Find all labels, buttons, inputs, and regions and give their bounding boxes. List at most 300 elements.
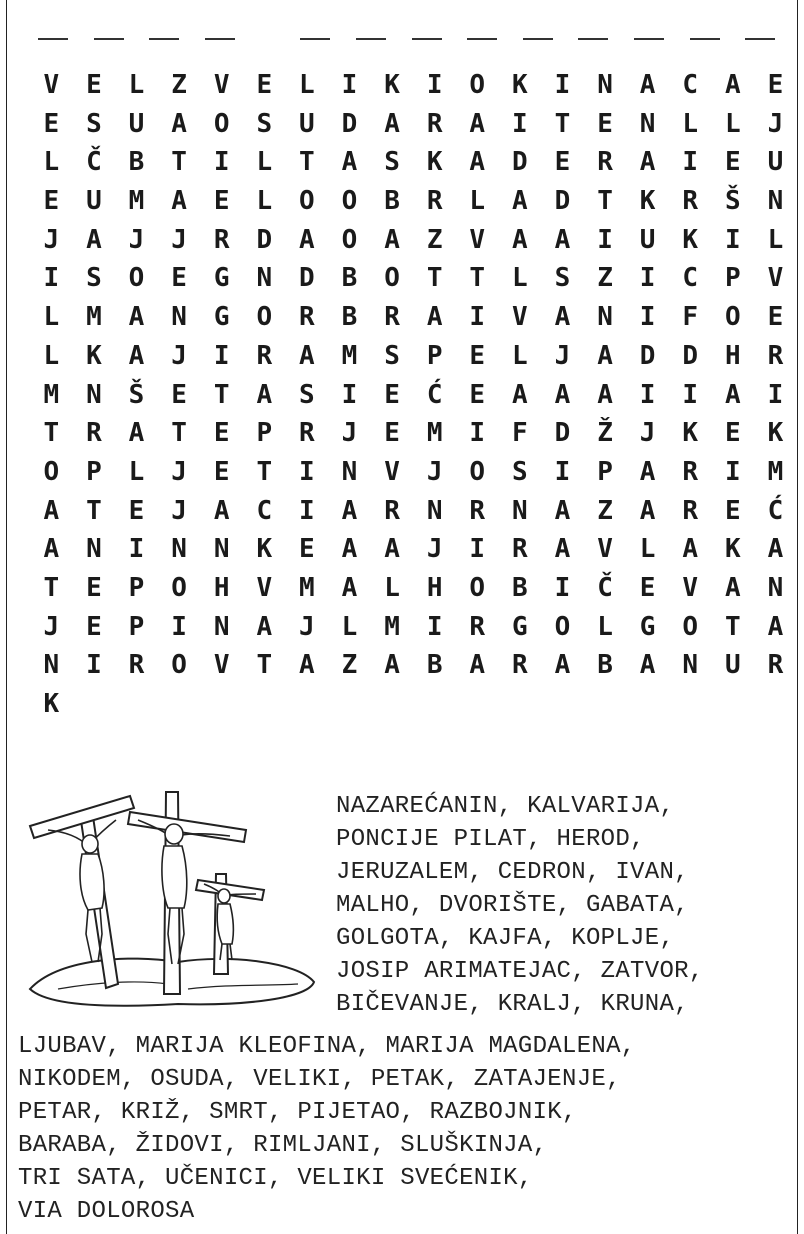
grid-letter: P	[128, 572, 145, 603]
grid-letter: I	[341, 70, 358, 100]
grid-letter: E	[469, 340, 486, 371]
grid-letter: M	[426, 418, 443, 449]
grid-letter: N	[767, 186, 784, 217]
grid-letter: O	[128, 263, 145, 294]
grid-letter: Č	[597, 572, 613, 603]
grid-letter: V	[512, 302, 528, 333]
grid-letter: L	[767, 224, 784, 255]
grid-letter: L	[256, 147, 273, 178]
word-list-right	[336, 790, 796, 1021]
grid-letter: N	[597, 302, 613, 333]
grid-letter: N	[639, 108, 656, 139]
grid-letter: E	[128, 495, 145, 526]
grid-letter: E	[767, 70, 784, 100]
grid-letter: I	[341, 379, 358, 410]
grid-letter: S	[512, 456, 528, 487]
grid-letter: U	[724, 650, 741, 681]
grid-letter: I	[597, 224, 613, 255]
grid-letter: P	[724, 263, 741, 294]
grid-letter: A	[639, 650, 656, 681]
grid-letter: Č	[86, 147, 102, 178]
grid-letter: R	[256, 340, 273, 371]
grid-letter: R	[469, 495, 486, 526]
grid-letter: A	[639, 495, 656, 526]
grid-letter: R	[426, 108, 443, 139]
grid-letter: I	[554, 572, 571, 603]
grid-letter: N	[682, 650, 699, 681]
grid-letter: V	[469, 224, 486, 255]
grid-letter: P	[426, 340, 443, 371]
grid-letter: O	[213, 108, 230, 139]
grid-letter: M	[341, 340, 358, 371]
grid-letter: E	[213, 456, 230, 487]
word-list-line: GOLGOTA, KAJFA, KOPLJE,	[336, 925, 675, 952]
grid-letter: O	[469, 70, 486, 100]
grid-letter: E	[597, 108, 613, 139]
grid-letter: J	[299, 611, 315, 642]
grid-letter: Z	[597, 263, 613, 294]
grid-letter: N	[86, 379, 102, 410]
grid-letter: L	[43, 147, 60, 178]
grid-letter: A	[341, 534, 358, 565]
grid-letter: L	[512, 263, 528, 294]
grid-letter: Z	[426, 224, 443, 255]
grid-letter: A	[512, 186, 528, 217]
word-list-line: NIKODEM, OSUDA, VELIKI, PETAK, ZATAJENJE,	[18, 1066, 621, 1093]
grid-letter: K	[639, 186, 656, 217]
grid-letter: I	[469, 534, 486, 565]
grid-letter: I	[213, 147, 230, 178]
answer-blank	[467, 38, 497, 40]
grid-letter: B	[341, 302, 358, 333]
crucifixion-illustration	[18, 784, 318, 1014]
grid-letter: K	[86, 340, 102, 371]
grid-letter: V	[43, 70, 60, 100]
grid-letter: C	[682, 263, 699, 294]
grid-letter: S	[384, 147, 400, 178]
grid-letter: A	[682, 534, 699, 565]
grid-letter: R	[682, 186, 699, 217]
grid-letter: T	[171, 418, 187, 449]
grid-letter: I	[724, 224, 741, 255]
grid-letter: S	[554, 263, 571, 294]
grid-letter: I	[767, 379, 784, 410]
grid-letter: J	[341, 418, 358, 449]
grid-letter: G	[512, 611, 528, 642]
grid-letter: T	[213, 379, 230, 410]
grid-letter: A	[43, 495, 60, 526]
grid-letter: T	[299, 147, 315, 178]
grid-letter: S	[299, 379, 315, 410]
grid-letter: I	[128, 534, 145, 565]
grid-letter: I	[469, 418, 486, 449]
grid-letter: E	[256, 70, 273, 100]
grid-letter: R	[86, 418, 102, 449]
grid-letter: O	[469, 456, 486, 487]
answer-blank	[149, 38, 179, 40]
grid-letter: B	[426, 650, 443, 681]
grid-letter: M	[767, 456, 784, 487]
grid-letter: D	[512, 147, 528, 178]
grid-letter: I	[171, 611, 187, 642]
grid-letter: A	[554, 495, 571, 526]
grid-letter: T	[43, 418, 60, 449]
grid-letter: I	[299, 456, 315, 487]
grid-letter: L	[128, 456, 145, 487]
grid-letter: J	[171, 340, 187, 371]
grid-letter: A	[469, 108, 486, 139]
word-list-line: PETAR, KRIŽ, SMRT, PIJETAO, RAZBOJNIK,	[18, 1099, 577, 1126]
grid-letter: I	[426, 611, 443, 642]
answer-blank	[634, 38, 664, 40]
grid-letter: V	[384, 456, 400, 487]
grid-letter: P	[597, 456, 613, 487]
grid-letter: K	[512, 70, 528, 100]
grid-letter: A	[256, 379, 273, 410]
grid-letter: A	[554, 534, 571, 565]
grid-letter: B	[384, 186, 400, 217]
grid-letter: D	[341, 108, 358, 139]
grid-letter: J	[171, 456, 187, 487]
grid-letter: A	[724, 572, 741, 603]
grid-letter: F	[512, 418, 528, 449]
word-list-line: VIA DOLOROSA	[18, 1198, 195, 1225]
grid-letter: Ć	[767, 495, 784, 526]
grid-letter: U	[639, 224, 656, 255]
grid-letter: L	[512, 340, 528, 371]
grid-letter: A	[767, 534, 784, 565]
grid-letter: R	[299, 302, 315, 333]
answer-blank	[356, 38, 386, 40]
grid-letter: L	[384, 572, 400, 603]
grid-letter: D	[299, 263, 315, 294]
grid-letter: A	[469, 650, 486, 681]
grid-letter: M	[384, 611, 400, 642]
grid-letter: I	[43, 263, 60, 294]
grid-letter: I	[512, 108, 528, 139]
grid-letter: C	[256, 495, 273, 526]
grid-letter: I	[639, 263, 656, 294]
grid-letter: L	[639, 534, 656, 565]
grid-letter: J	[554, 340, 571, 371]
answer-blank	[745, 38, 775, 40]
grid-letter: N	[171, 534, 187, 565]
grid-letter: R	[682, 456, 699, 487]
grid-letter: J	[767, 108, 784, 139]
grid-letter: A	[171, 186, 187, 217]
grid-letter: O	[724, 302, 741, 333]
answer-blank	[523, 38, 553, 40]
grid-letter: L	[299, 70, 315, 100]
grid-letter: J	[43, 611, 60, 642]
grid-letter: L	[682, 108, 699, 139]
grid-letter: Š	[128, 379, 145, 410]
grid-letter: R	[469, 611, 486, 642]
grid-letter: N	[213, 534, 230, 565]
page-border-left	[6, 0, 7, 1234]
grid-letter: I	[299, 495, 315, 526]
grid-letter: A	[213, 495, 230, 526]
grid-letter: U	[86, 186, 102, 217]
grid-letter: P	[86, 456, 102, 487]
word-list-line: JOSIP ARIMATEJAC, ZATVOR,	[336, 958, 704, 985]
grid-letter: L	[724, 108, 741, 139]
grid-letter: S	[256, 108, 273, 139]
grid-letter: R	[426, 186, 443, 217]
grid-letter: I	[639, 302, 656, 333]
grid-letter: A	[384, 650, 400, 681]
grid-letter: D	[682, 340, 699, 371]
grid-letter: E	[86, 572, 102, 603]
grid-letter: R	[299, 418, 315, 449]
grid-letter: S	[384, 340, 400, 371]
grid-letter: Z	[341, 650, 358, 681]
grid-letter: N	[426, 495, 443, 526]
grid-letter: S	[86, 263, 102, 294]
grid-letter: N	[767, 572, 784, 603]
grid-letter: I	[86, 650, 102, 681]
grid-letter: K	[767, 418, 784, 449]
grid-letter: E	[554, 147, 571, 178]
grid-letter: O	[341, 224, 358, 255]
grid-letter: H	[426, 572, 443, 603]
grid-letter: R	[128, 650, 145, 681]
grid-letter: I	[639, 379, 656, 410]
grid-letter: J	[171, 224, 187, 255]
grid-letter: A	[128, 418, 145, 449]
grid-letter: E	[724, 147, 741, 178]
grid-letter: I	[554, 70, 571, 100]
word-list-line: LJUBAV, MARIJA KLEOFINA, MARIJA MAGDALENA,	[18, 1033, 636, 1060]
grid-letter: O	[341, 186, 358, 217]
grid-letter: J	[43, 224, 60, 255]
grid-letter: E	[171, 379, 187, 410]
grid-letter: A	[426, 302, 443, 333]
grid-letter: R	[512, 534, 528, 565]
grid-letter: T	[426, 263, 443, 294]
grid-letter: K	[384, 70, 400, 100]
grid-letter: E	[171, 263, 187, 294]
grid-letter: C	[682, 70, 699, 100]
grid-letter: G	[639, 611, 656, 642]
grid-letter: E	[43, 108, 60, 139]
grid-letter: A	[384, 534, 400, 565]
grid-letter: A	[724, 70, 741, 100]
grid-letter: I	[426, 70, 443, 100]
grid-letter: E	[724, 495, 741, 526]
grid-letter: E	[767, 302, 784, 333]
grid-letter: E	[384, 418, 400, 449]
grid-letter: K	[426, 147, 443, 178]
answer-blanks	[0, 18, 804, 48]
grid-letter: N	[213, 611, 230, 642]
word-list-line: JERUZALEM, CEDRON, IVAN,	[336, 859, 689, 886]
grid-letter: S	[86, 108, 102, 139]
grid-letter: A	[512, 224, 528, 255]
grid-letter: R	[767, 650, 784, 681]
grid-letter: T	[724, 611, 741, 642]
grid-letter: E	[299, 534, 315, 565]
grid-letter: L	[341, 611, 358, 642]
grid-letter: P	[128, 611, 145, 642]
grid-letter: B	[128, 147, 145, 178]
grid-letter: M	[86, 302, 102, 333]
grid-letter: O	[554, 611, 571, 642]
grid-letter: J	[426, 456, 443, 487]
grid-letter: A	[299, 340, 315, 371]
grid-letter: K	[682, 224, 699, 255]
grid-letter: R	[213, 224, 230, 255]
grid-letter: A	[597, 379, 613, 410]
grid-letter: A	[341, 147, 358, 178]
grid-letter: F	[682, 302, 699, 333]
grid-letter: R	[512, 650, 528, 681]
grid-letter: E	[469, 379, 486, 410]
grid-letter: D	[554, 186, 571, 217]
word-list-line: BARABA, ŽIDOVI, RIMLJANI, SLUŠKINJA,	[18, 1132, 548, 1159]
grid-letter: A	[554, 224, 571, 255]
grid-letter: I	[469, 302, 486, 333]
grid-letter: O	[469, 572, 486, 603]
word-list-line: NAZAREĆANIN, KALVARIJA,	[336, 793, 675, 820]
grid-letter: A	[171, 108, 187, 139]
grid-letter: A	[767, 611, 784, 642]
grid-letter: A	[256, 611, 273, 642]
grid-letter: A	[639, 147, 656, 178]
grid-letter: M	[43, 379, 60, 410]
grid-letter: N	[341, 456, 358, 487]
grid-letter: R	[682, 495, 699, 526]
grid-letter: N	[512, 495, 528, 526]
grid-letter: A	[299, 650, 315, 681]
answer-blank	[205, 38, 235, 40]
grid-letter: E	[213, 186, 230, 217]
grid-letter: Z	[171, 70, 187, 100]
grid-letter: D	[256, 224, 273, 255]
grid-letter: A	[341, 495, 358, 526]
grid-letter: E	[639, 572, 656, 603]
word-list-bottom	[18, 1030, 798, 1228]
grid-letter: E	[86, 611, 102, 642]
grid-letter: K	[256, 534, 273, 565]
grid-letter: V	[682, 572, 699, 603]
grid-letter: J	[171, 495, 187, 526]
grid-letter: N	[86, 534, 102, 565]
grid-letter: O	[384, 263, 400, 294]
word-list-line: TRI SATA, UČENICI, VELIKI SVEĆENIK,	[18, 1165, 533, 1192]
grid-letter: L	[43, 340, 60, 371]
grid-letter: O	[682, 611, 699, 642]
grid-letter: N	[597, 70, 613, 100]
grid-letter: T	[171, 147, 187, 178]
grid-letter: A	[554, 302, 571, 333]
grid-letter: T	[256, 650, 273, 681]
grid-letter: M	[299, 572, 315, 603]
grid-letter: E	[724, 418, 741, 449]
grid-letter: H	[213, 572, 230, 603]
grid-letter: A	[128, 302, 145, 333]
grid-letter: Z	[597, 495, 613, 526]
word-list-line: BIČEVANJE, KRALJ, KRUNA,	[336, 991, 689, 1018]
grid-letter: T	[554, 108, 571, 139]
answer-blank	[38, 38, 68, 40]
grid-letter: E	[384, 379, 400, 410]
answer-blank	[690, 38, 720, 40]
grid-letter: L	[128, 70, 145, 100]
grid-letter: J	[639, 418, 656, 449]
grid-letter: D	[554, 418, 571, 449]
grid-letter: V	[213, 70, 230, 100]
grid-letter: A	[512, 379, 528, 410]
grid-letter: P	[256, 418, 273, 449]
grid-letter: I	[554, 456, 571, 487]
grid-letter: J	[426, 534, 443, 565]
grid-letter: T	[469, 263, 486, 294]
answer-blank	[578, 38, 608, 40]
grid-letter: H	[724, 340, 741, 371]
grid-letter: G	[213, 302, 230, 333]
grid-letter: R	[597, 147, 613, 178]
word-search-grid	[30, 66, 797, 724]
grid-letter: N	[43, 650, 60, 681]
grid-letter: O	[43, 456, 60, 487]
grid-letter: A	[341, 572, 358, 603]
grid-letter: A	[86, 224, 102, 255]
grid-letter: Ć	[426, 379, 443, 410]
grid-letter: V	[256, 572, 273, 603]
grid-letter: T	[43, 572, 60, 603]
grid-letter: L	[256, 186, 273, 217]
grid-letter: Ž	[597, 418, 613, 449]
grid-letter: A	[299, 224, 315, 255]
word-list-line: PONCIJE PILAT, HEROD,	[336, 826, 645, 853]
grid-letter: K	[682, 418, 699, 449]
grid-letter: D	[639, 340, 656, 371]
answer-blank	[412, 38, 442, 40]
grid-letter: B	[512, 572, 528, 603]
grid-letter: A	[639, 456, 656, 487]
grid-letter: A	[724, 379, 741, 410]
grid-letter: V	[597, 534, 613, 565]
grid-letter: U	[767, 147, 784, 178]
answer-blank	[300, 38, 330, 40]
grid-letter: V	[213, 650, 230, 681]
grid-letter: J	[128, 224, 145, 255]
grid-letter: I	[724, 456, 741, 487]
grid-letter: I	[213, 340, 230, 371]
grid-letter: M	[128, 186, 145, 217]
answer-blank	[94, 38, 124, 40]
grid-letter: A	[554, 650, 571, 681]
grid-letter: T	[86, 495, 102, 526]
grid-letter: K	[43, 689, 60, 719]
grid-letter: E	[43, 186, 60, 217]
grid-letter: E	[86, 70, 102, 100]
grid-letter: A	[384, 224, 400, 255]
grid-letter: O	[299, 186, 315, 217]
grid-letter: R	[767, 340, 784, 371]
grid-letter: R	[384, 302, 400, 333]
grid-letter: L	[43, 302, 60, 333]
grid-letter: U	[299, 108, 315, 139]
grid-letter: R	[384, 495, 400, 526]
grid-letter: N	[171, 302, 187, 333]
grid-letter: B	[597, 650, 613, 681]
grid-letter: A	[597, 340, 613, 371]
grid-letter: A	[384, 108, 400, 139]
grid-letter: L	[597, 611, 613, 642]
word-list-line: MALHO, DVORIŠTE, GABATA,	[336, 892, 689, 919]
